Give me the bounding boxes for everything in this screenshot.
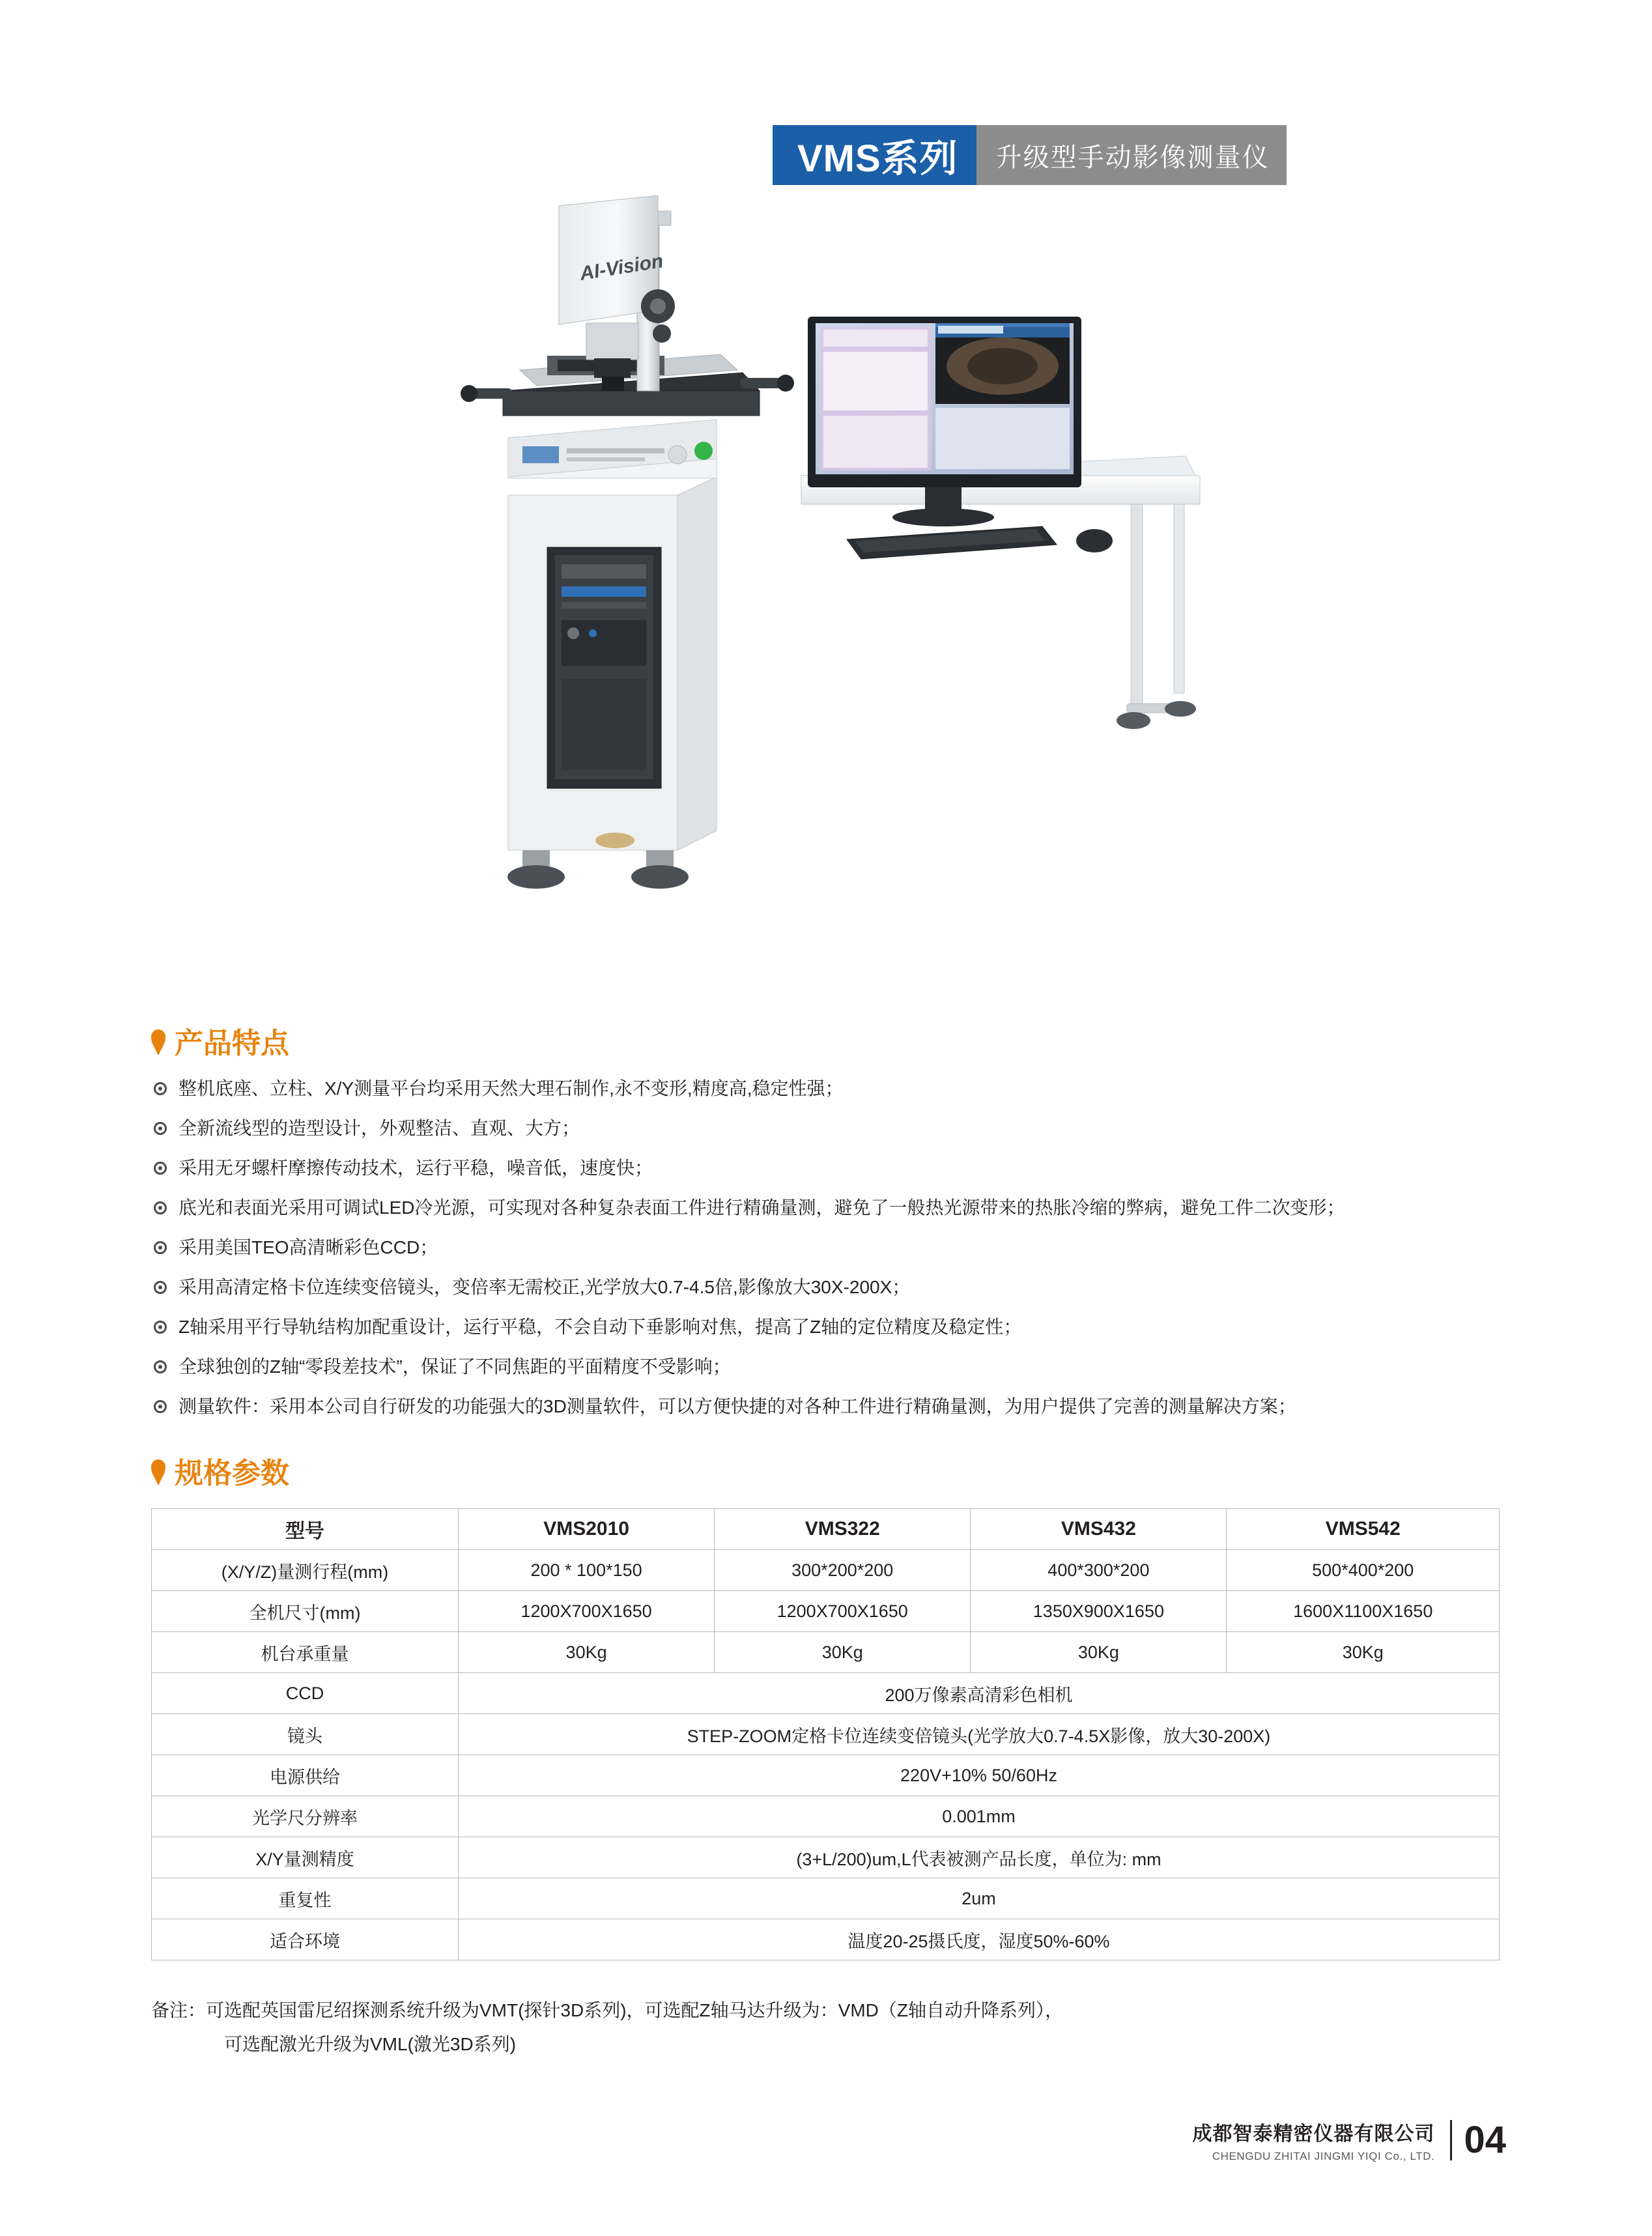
spec-note xyxy=(151,1994,1519,2061)
feature-text: 测量软件：采用本公司自行研发的功能强大的3D测量软件，可以方便快捷的对各种工件进行精确量测，为用户提供了完善的测量解决方案； xyxy=(178,1396,1296,1416)
row-label: 电源供给 xyxy=(152,1755,459,1796)
table-row xyxy=(152,1591,1500,1632)
row-label: (X/Y/Z)量测行程(mm) xyxy=(152,1550,459,1591)
table-cell: 1350X900X1650 xyxy=(971,1591,1227,1632)
svg-text:AI-Vision: AI-Vision xyxy=(578,250,665,285)
row-label: 适合环境 xyxy=(152,1919,459,1960)
list-item xyxy=(154,1191,1509,1225)
table-row xyxy=(152,1550,1500,1591)
table-cell: 2um xyxy=(459,1878,1500,1919)
table-cell: 温度20-25摄氏度，湿度50%-60% xyxy=(459,1919,1500,1960)
feature-text: 采用高清定格卡位连续变倍镜头，变倍率无需校正,光学放大0.7-4.5倍,影像放大30X-200X； xyxy=(178,1277,911,1297)
bullet-icon xyxy=(154,1122,167,1135)
table-cell: 1200X700X1650 xyxy=(715,1591,971,1632)
header-banner xyxy=(773,125,1287,185)
table-row xyxy=(152,1632,1500,1673)
drop-icon xyxy=(151,1029,165,1049)
table-cell: 220V+10% 50/60Hz xyxy=(459,1755,1500,1796)
row-label: CCD xyxy=(152,1673,459,1714)
table-header-cell: VMS2010 xyxy=(459,1509,715,1550)
feature-text: 底光和表面光采用可调试LED冷光源，可实现对各种复杂表面工件进行精确量测，避免了一般热光源带来的热胀冷缩的弊病，避免工件二次变形； xyxy=(178,1197,1345,1218)
table-header-cell: VMS542 xyxy=(1227,1509,1500,1550)
row-label: 镜头 xyxy=(152,1714,459,1755)
list-item xyxy=(154,1231,1509,1265)
table-cell: STEP-ZOOM定格卡位连续变倍镜头(光学放大0.7-4.5X影像，放大30-200X) xyxy=(459,1714,1500,1755)
bullet-icon xyxy=(154,1321,167,1334)
series-subtitle: 升级型手动影像测量仪 xyxy=(976,125,1287,185)
feature-text: 整机底座、立柱、X/Y测量平台均采用天然大理石制作,永不变形,精度高,稳定性强； xyxy=(178,1078,844,1098)
table-cell: 500*400*200 xyxy=(1227,1550,1500,1591)
spec-title-text: 规格参数 xyxy=(175,1457,289,1489)
table-row xyxy=(152,1837,1500,1878)
spec-table xyxy=(151,1508,1500,1960)
product-photo xyxy=(352,195,1368,997)
table-cell: 30Kg xyxy=(1227,1632,1500,1673)
list-item xyxy=(154,1390,1509,1424)
bullet-icon xyxy=(154,1281,167,1294)
row-label: 光学尺分辨率 xyxy=(152,1796,459,1837)
table-cell: 400*300*200 xyxy=(971,1550,1227,1591)
row-label: 全机尺寸(mm) xyxy=(152,1591,459,1632)
table-cell: 200 * 100*150 xyxy=(459,1550,715,1591)
table-cell: 200万像素高清彩色相机 xyxy=(459,1673,1500,1714)
bullet-icon xyxy=(154,1360,167,1373)
list-item xyxy=(154,1310,1509,1344)
table-row xyxy=(152,1714,1500,1755)
table-cell: 1600X1100X1650 xyxy=(1227,1591,1500,1632)
bullet-icon xyxy=(154,1400,167,1413)
features-title-text: 产品特点 xyxy=(175,1027,289,1059)
feature-text: 采用美国TEO高清晰彩色CCD； xyxy=(178,1237,438,1257)
feature-text: 采用无牙螺杆摩擦传动技术，运行平稳，噪音低，速度快； xyxy=(178,1158,653,1178)
table-cell: (3+L/200)um,L代表被测产品长度，单位为: mm xyxy=(459,1837,1500,1878)
table-cell: 0.001mm xyxy=(459,1796,1500,1837)
list-item xyxy=(154,1350,1509,1384)
row-label: 机台承重量 xyxy=(152,1632,459,1673)
series-title: VMS系列 xyxy=(773,125,976,185)
bullet-icon xyxy=(154,1241,167,1254)
list-item xyxy=(154,1151,1509,1185)
table-header-row xyxy=(152,1509,1500,1550)
footer xyxy=(1192,2117,1506,2163)
page-number: 04 xyxy=(1464,2119,1506,2161)
feature-text: Z轴采用平行导轨结构加配重设计，运行平稳，不会自动下垂影响对焦，提高了Z轴的定位精度及稳定性； xyxy=(178,1317,1022,1337)
table-cell: 30Kg xyxy=(971,1632,1227,1673)
table-header-cell: 型号 xyxy=(152,1509,459,1550)
bullet-icon xyxy=(154,1162,167,1175)
table-cell: 1200X700X1650 xyxy=(459,1591,715,1632)
table-row xyxy=(152,1755,1500,1796)
footer-divider xyxy=(1450,2120,1452,2160)
list-item xyxy=(154,1111,1509,1145)
table-header-cell: VMS432 xyxy=(971,1509,1227,1550)
list-item xyxy=(154,1072,1509,1106)
company-name-cn: 成都智泰精密仪器有限公司 xyxy=(1192,2123,1435,2145)
table-row xyxy=(152,1878,1500,1919)
table-header-cell: VMS322 xyxy=(715,1509,971,1550)
table-cell: 300*200*200 xyxy=(715,1550,971,1591)
table-row xyxy=(152,1919,1500,1960)
note-line-2: 可选配激光升级为VML(激光3D系列) xyxy=(224,2034,517,2054)
row-label: 重复性 xyxy=(152,1878,459,1919)
list-item xyxy=(154,1270,1509,1304)
spec-section-title xyxy=(151,1450,289,1491)
table-row xyxy=(152,1673,1500,1714)
note-line-1: 备注：可选配英国雷尼绍探测系统升级为VMT(探针3D系列)，可选配Z轴马达升级为：VMD（Z轴自动升降系列）， xyxy=(151,2000,1063,2020)
row-label: X/Y量测精度 xyxy=(152,1837,459,1878)
feature-text: 全球独创的Z轴“零段差技术”，保证了不同焦距的平面精度不受影响； xyxy=(178,1356,731,1377)
bullet-icon xyxy=(154,1082,167,1095)
footer-company xyxy=(1192,2117,1434,2163)
drop-icon xyxy=(151,1459,165,1479)
bullet-icon xyxy=(154,1201,167,1214)
table-row xyxy=(152,1796,1500,1837)
feature-list xyxy=(154,1072,1509,1429)
table-cell: 30Kg xyxy=(459,1632,715,1673)
features-section-title xyxy=(151,1020,289,1061)
table-cell: 30Kg xyxy=(715,1632,971,1673)
company-name-en: CHENGDU ZHITAI JINGMI YIQI Co., LTD. xyxy=(1212,2150,1435,2162)
feature-text: 全新流线型的造型设计，外观整洁、直观、大方； xyxy=(178,1118,580,1138)
